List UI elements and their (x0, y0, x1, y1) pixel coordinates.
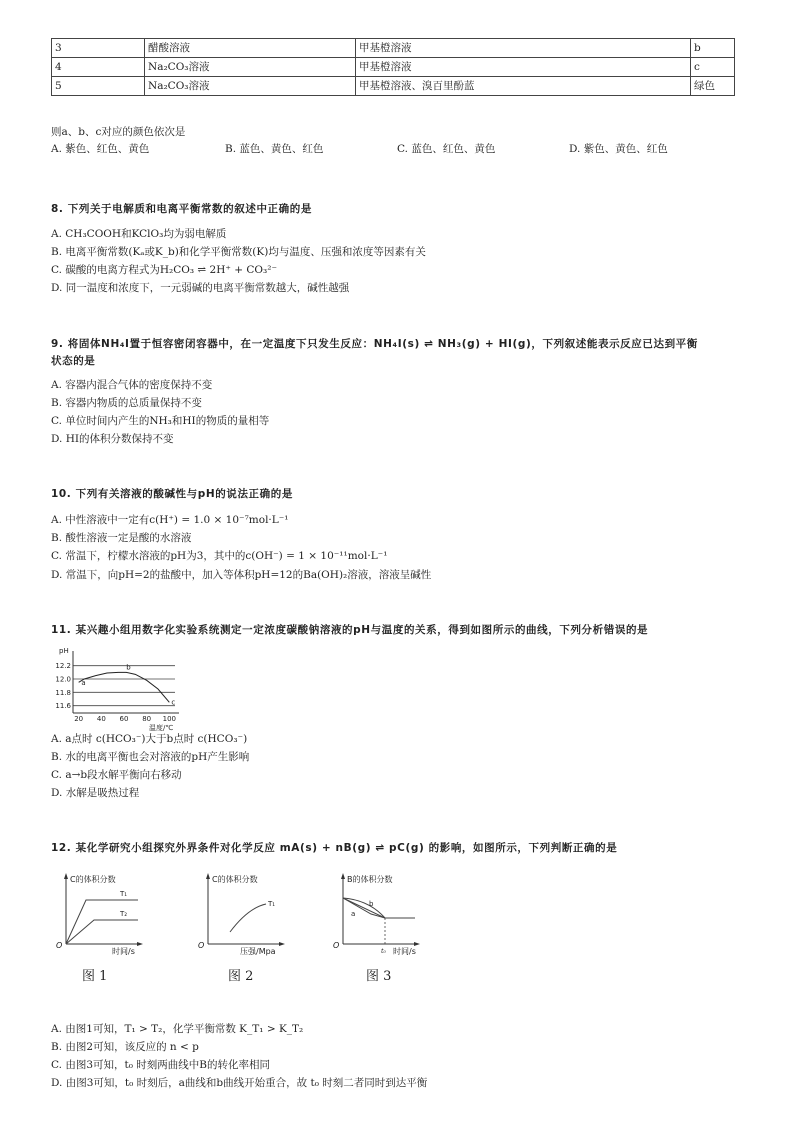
q8-option-b: B. 电离平衡常数(Kₐ或K_b)和化学平衡常数(K)均与温度、压强和浓度等因素有关 (51, 246, 426, 258)
q7-option-b: B. 蓝色、黄色、红色 (225, 143, 324, 155)
fig3-xlabel: 时间/s (393, 947, 416, 956)
q10-option-b: B. 酸性溶液一定是酸的水溶液 (51, 532, 192, 544)
y-tick-label: 12.0 (55, 675, 71, 684)
q7-stem: 则a、b、c对应的颜色依次是 (51, 126, 186, 138)
fig3-caption: 图 3 (366, 969, 392, 984)
fig1-xlabel: 时间/s (112, 947, 135, 956)
q12-option-d: D. 由图3可知，t₀ 时刻后，a曲线和b曲线开始重合，故 t₀ 时刻二者同时到达平衡 (51, 1077, 428, 1089)
table-row (52, 39, 735, 58)
q8-option-d: D. 同一温度和浓度下，一元弱碱的电离平衡常数越大，碱性越强 (51, 282, 350, 294)
table-row (52, 77, 735, 96)
q12-figure-3 (333, 870, 423, 956)
q9-option-c: C. 单位时间内产生的NH₃和HI的物质的量相等 (51, 415, 270, 427)
y-axis-label: pH (59, 647, 69, 655)
q11-ph-temperature-chart (51, 645, 191, 732)
q8-option-a: A. CH₃COOH和KClO₃均为弱电解质 (51, 228, 227, 240)
table-cell-color: 绿色 (691, 77, 735, 96)
q10-option-d: D. 常温下，向pH=2的盐酸中，加入等体积pH=12的Ba(OH)₂溶液，溶液呈碱性 (51, 569, 432, 581)
q11-stem: 11. 某兴趣小组用数字化实验系统测定一定浓度碳酸钠溶液的pH与温度的关系，得到如图所示的曲线，下列分析错误的是 (51, 624, 649, 636)
q10-option-a: A. 中性溶液中一定有c(H⁺) = 1.0 × 10⁻⁷mol·L⁻¹ (51, 514, 289, 526)
fig2-xlabel: 压强/Mpa (240, 947, 276, 956)
q12-stem: 12. 某化学研究小组探究外界条件对化学反应 mA(s) + nB(g) ⇌ pC(g) 的影响，如图所示，下列判断正确的是 (51, 842, 618, 854)
fig3-ylabel: B的体积分数 (347, 875, 393, 884)
q7-option-c: C. 蓝色、红色、黄色 (397, 143, 496, 155)
x-tick-label: 80 (142, 715, 152, 723)
fig1-t2: T₂ (120, 910, 128, 918)
table-cell-solution: Na₂CO₃溶液 (145, 58, 356, 77)
table-cell-solution: 醋酸溶液 (145, 39, 356, 58)
fig3-b: b (369, 900, 374, 908)
q12-figure-1 (56, 870, 146, 956)
fig3-a: a (351, 910, 356, 918)
q11-option-a: A. a点时 c(HCO₃⁻)大于b点时 c(HCO₃⁻) (51, 733, 248, 745)
fig2-origin: O (198, 941, 205, 950)
table-cell-indicator: 甲基橙溶液 (356, 58, 691, 77)
q9-stem-line1: 9. 将固体NH₄I置于恒容密闭容器中，在一定温度下只发生反应：NH₄I(s) ⇌ NH₃(g) + HI(g)，下列叙述能表示反应已达到平衡 (51, 338, 698, 350)
point-label-b: b (126, 663, 131, 672)
q12-figure-2 (198, 870, 288, 956)
table-cell-no: 3 (52, 39, 145, 58)
q12-option-c: C. 由图3可知，t₀ 时刻两曲线中B的转化率相同 (51, 1059, 270, 1071)
q8-option-c: C. 碳酸的电离方程式为H₂CO₃ ⇌ 2H⁺ + CO₃²⁻ (51, 264, 277, 276)
fig3-origin: O (333, 941, 340, 950)
q9-option-a: A. 容器内混合气体的密度保持不变 (51, 379, 213, 391)
table-cell-color: b (691, 39, 735, 58)
fig1-t1: T₁ (120, 890, 128, 898)
q12-option-a: A. 由图1可知，T₁ > T₂，化学平衡常数 K_T₁ > K_T₂ (51, 1023, 304, 1035)
fig2-t1: T₁ (268, 900, 276, 908)
table-row (52, 58, 735, 77)
x-tick-label: 60 (119, 715, 129, 723)
fig1-caption: 图 1 (82, 969, 108, 984)
table-cell-no: 4 (52, 58, 145, 77)
q7-option-d: D. 紫色、黄色、红色 (569, 143, 668, 155)
table-cell-indicator: 甲基橙溶液 (356, 39, 691, 58)
x-tick-label: 20 (74, 715, 84, 723)
q10-option-c: C. 常温下，柠檬水溶液的pH为3，其中的c(OH⁻) = 1 × 10⁻¹¹mol·L⁻¹ (51, 550, 388, 562)
q10-stem: 10. 下列有关溶液的酸碱性与pH的说法正确的是 (51, 488, 293, 500)
point-label-c: c (171, 698, 176, 707)
x-tick-label: 100 (162, 715, 177, 723)
fig1-ylabel: C的体积分数 (70, 875, 116, 884)
q11-option-b: B. 水的电离平衡也会对溶液的pH产生影响 (51, 751, 250, 763)
q7-option-a: A. 紫色、红色、黄色 (51, 143, 150, 155)
table-cell-solution: Na₂CO₃溶液 (145, 77, 356, 96)
q9-option-b: B. 容器内物质的总质量保持不变 (51, 397, 202, 409)
q8-stem: 8. 下列关于电解质和电离平衡常数的叙述中正确的是 (51, 203, 312, 215)
series-line (79, 672, 170, 702)
y-tick-label: 11.8 (55, 688, 71, 697)
fig1-origin: O (56, 941, 63, 950)
y-tick-label: 11.6 (55, 702, 71, 711)
q9-option-d: D. HI的体积分数保持不变 (51, 433, 174, 445)
table-cell-no: 5 (52, 77, 145, 96)
fig3-t0: t₀ (381, 948, 386, 955)
y-tick-label: 12.2 (55, 662, 71, 671)
fig2-caption: 图 2 (228, 969, 254, 984)
q12-option-b: B. 由图2可知，该反应的 n < p (51, 1041, 199, 1053)
table-cell-indicator: 甲基橙溶液、溴百里酚蓝 (356, 77, 691, 96)
x-axis-label: 温度/℃ (149, 724, 174, 732)
q9-stem-line2: 状态的是 (51, 355, 96, 367)
q11-option-d: D. 水解是吸热过程 (51, 787, 140, 799)
indicator-table (51, 38, 735, 96)
x-tick-label: 40 (96, 715, 106, 723)
q11-option-c: C. a→b段水解平衡向右移动 (51, 769, 182, 781)
fig2-ylabel: C的体积分数 (212, 875, 258, 884)
point-label-a: a (81, 679, 86, 687)
table-cell-color: c (691, 58, 735, 77)
